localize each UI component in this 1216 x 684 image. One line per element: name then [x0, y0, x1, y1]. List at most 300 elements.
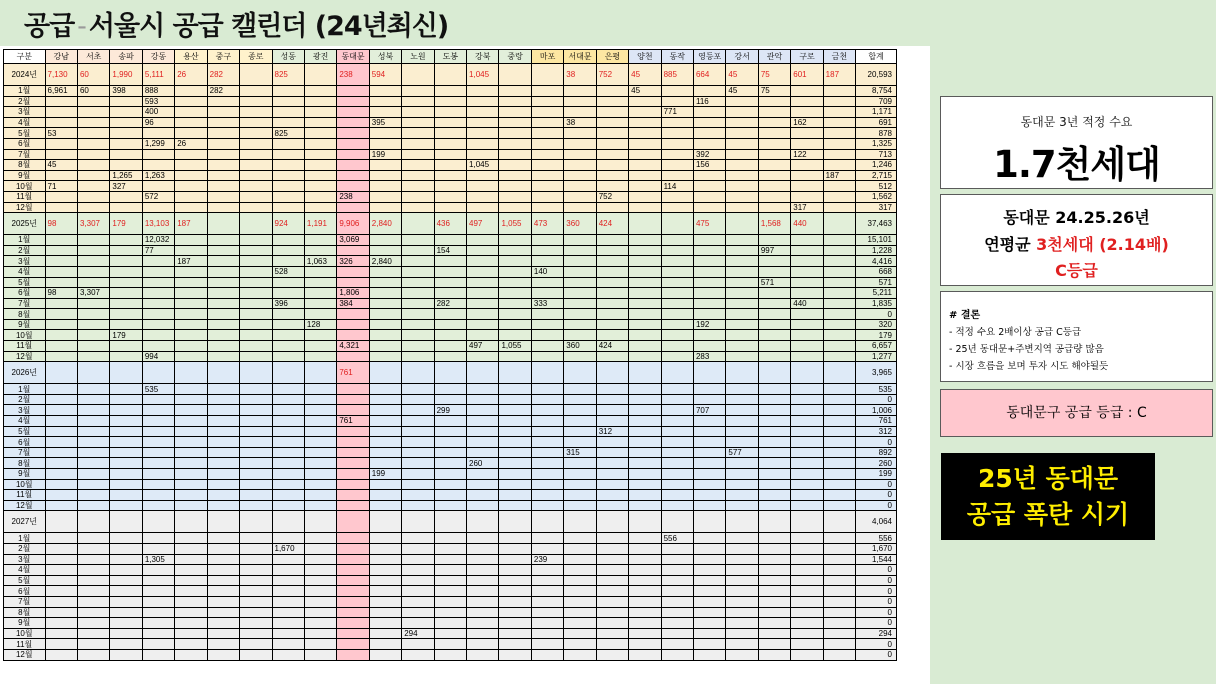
- table-cell: [240, 649, 272, 660]
- table-cell: 239: [531, 554, 563, 565]
- table-cell: [77, 170, 109, 181]
- table-cell: 392: [693, 149, 725, 160]
- table-cell: [823, 149, 855, 160]
- table-cell: [823, 128, 855, 139]
- table-cell: [564, 202, 596, 213]
- table-cell: 1,990: [110, 64, 142, 86]
- table-cell: [402, 458, 434, 469]
- table-cell: [596, 554, 628, 565]
- table-cell: 395: [369, 117, 401, 128]
- table-cell: [45, 649, 77, 660]
- table-cell: [45, 351, 77, 362]
- table-cell: [369, 384, 401, 395]
- table-cell: [45, 245, 77, 256]
- table-cell: [337, 586, 369, 597]
- month-label: 12월: [4, 351, 46, 362]
- table-cell: [434, 543, 466, 554]
- table-cell: [272, 575, 304, 586]
- table-cell: [45, 565, 77, 576]
- table-cell: [531, 628, 563, 639]
- table-cell: [45, 479, 77, 490]
- table-row: [4, 298, 897, 309]
- table-cell: [240, 639, 272, 650]
- table-cell: [304, 469, 336, 480]
- table-cell: [661, 170, 693, 181]
- table-cell: [661, 554, 693, 565]
- table-cell: [402, 86, 434, 97]
- table-cell: 1,055: [499, 213, 531, 235]
- table-cell: 156: [693, 160, 725, 171]
- row-total: 1,325: [856, 138, 897, 149]
- table-cell: [629, 341, 661, 352]
- table-cell: [272, 181, 304, 192]
- table-cell: [240, 500, 272, 511]
- table-cell: [175, 117, 207, 128]
- table-cell: [629, 107, 661, 118]
- table-cell: [629, 160, 661, 171]
- table-cell: 752: [596, 191, 628, 202]
- table-cell: [45, 117, 77, 128]
- table-cell: [531, 586, 563, 597]
- table-cell: [661, 649, 693, 660]
- table-cell: [110, 319, 142, 330]
- table-cell: [402, 596, 434, 607]
- table-cell: [823, 586, 855, 597]
- table-cell: [564, 458, 596, 469]
- table-cell: [434, 426, 466, 437]
- table-cell: [531, 490, 563, 501]
- table-cell: [272, 607, 304, 618]
- table-cell: [142, 298, 174, 309]
- table-cell: [77, 426, 109, 437]
- table-cell: [758, 362, 790, 384]
- table-cell: [758, 554, 790, 565]
- table-cell: [791, 319, 823, 330]
- table-cell: [564, 96, 596, 107]
- row-total: 4,064: [856, 511, 897, 533]
- table-cell: [823, 384, 855, 395]
- table-cell: [693, 181, 725, 192]
- month-label: 7월: [4, 149, 46, 160]
- table-cell: [823, 575, 855, 586]
- table-cell: [596, 202, 628, 213]
- table-cell: [434, 649, 466, 660]
- table-cell: [272, 362, 304, 384]
- table-cell: [726, 639, 758, 650]
- table-cell: [661, 607, 693, 618]
- table-cell: [337, 96, 369, 107]
- table-cell: [369, 426, 401, 437]
- table-cell: [434, 490, 466, 501]
- table-cell: [175, 628, 207, 639]
- table-cell: [240, 416, 272, 427]
- table-cell: [304, 202, 336, 213]
- table-cell: [791, 618, 823, 629]
- table-cell: [629, 266, 661, 277]
- table-cell: [207, 128, 239, 139]
- table-cell: [337, 266, 369, 277]
- table-cell: [596, 309, 628, 320]
- table-cell: [531, 500, 563, 511]
- table-cell: [791, 170, 823, 181]
- table-cell: [596, 458, 628, 469]
- year-label: 2024년: [4, 64, 46, 86]
- table-cell: [661, 266, 693, 277]
- table-cell: [337, 181, 369, 192]
- table-cell: [434, 586, 466, 597]
- table-cell: [758, 607, 790, 618]
- table-cell: [564, 649, 596, 660]
- table-cell: [337, 107, 369, 118]
- table-cell: [207, 160, 239, 171]
- table-cell: [596, 394, 628, 405]
- table-cell: [791, 649, 823, 660]
- table-cell: [531, 596, 563, 607]
- table-row: [4, 405, 897, 416]
- table-cell: [758, 149, 790, 160]
- table-cell: [661, 160, 693, 171]
- table-cell: [629, 618, 661, 629]
- table-cell: 572: [142, 191, 174, 202]
- table-cell: [726, 202, 758, 213]
- table-cell: [823, 138, 855, 149]
- table-cell: [175, 266, 207, 277]
- table-cell: [175, 245, 207, 256]
- table-cell: [434, 565, 466, 576]
- table-cell: [661, 543, 693, 554]
- table-cell: [596, 565, 628, 576]
- month-label: 12월: [4, 202, 46, 213]
- row-total: 4,416: [856, 256, 897, 267]
- table-cell: [467, 351, 499, 362]
- table-cell: [564, 469, 596, 480]
- table-cell: [823, 533, 855, 544]
- table-cell: [467, 138, 499, 149]
- month-label: 5월: [4, 575, 46, 586]
- row-total: 2,715: [856, 170, 897, 181]
- table-cell: [110, 618, 142, 629]
- month-label: 1월: [4, 235, 46, 246]
- table-cell: [564, 351, 596, 362]
- table-cell: [467, 533, 499, 544]
- table-cell: [693, 554, 725, 565]
- table-cell: 187: [175, 256, 207, 267]
- month-label: 10월: [4, 479, 46, 490]
- table-cell: [304, 298, 336, 309]
- table-cell: [77, 117, 109, 128]
- table-cell: [434, 554, 466, 565]
- row-total: 3,965: [856, 362, 897, 384]
- table-cell: 282: [207, 86, 239, 97]
- table-cell: [402, 170, 434, 181]
- table-cell: 96: [142, 117, 174, 128]
- table-cell: [693, 511, 725, 533]
- table-cell: [434, 362, 466, 384]
- table-cell: 384: [337, 298, 369, 309]
- table-cell: [207, 288, 239, 299]
- table-cell: [402, 437, 434, 448]
- table-cell: [791, 288, 823, 299]
- table-cell: [240, 181, 272, 192]
- table-cell: [175, 181, 207, 192]
- table-cell: [434, 437, 466, 448]
- table-cell: [304, 170, 336, 181]
- row-total: 20,593: [856, 64, 897, 86]
- table-cell: [142, 639, 174, 650]
- table-cell: [434, 384, 466, 395]
- table-cell: [240, 437, 272, 448]
- table-cell: [499, 511, 531, 533]
- table-cell: [467, 149, 499, 160]
- table-cell: [564, 511, 596, 533]
- table-cell: [596, 490, 628, 501]
- table-cell: [142, 288, 174, 299]
- table-cell: [434, 596, 466, 607]
- table-cell: 187: [823, 170, 855, 181]
- table-cell: [467, 416, 499, 427]
- table-cell: [272, 149, 304, 160]
- table-cell: [175, 596, 207, 607]
- month-label: 5월: [4, 277, 46, 288]
- table-cell: [531, 533, 563, 544]
- table-cell: [629, 586, 661, 597]
- table-cell: [304, 511, 336, 533]
- table-cell: [304, 416, 336, 427]
- table-cell: [693, 426, 725, 437]
- table-cell: [272, 256, 304, 267]
- table-cell: 398: [110, 86, 142, 97]
- table-cell: [369, 447, 401, 458]
- table-cell: [272, 511, 304, 533]
- table-cell: 1,265: [110, 170, 142, 181]
- row-total: 1,562: [856, 191, 897, 202]
- table-cell: [661, 117, 693, 128]
- table-cell: 400: [142, 107, 174, 118]
- demand-subtitle: 동대문 3년 적정 수요: [1020, 115, 1133, 129]
- table-cell: [629, 298, 661, 309]
- table-cell: [499, 607, 531, 618]
- table-cell: [434, 469, 466, 480]
- month-label: 6월: [4, 586, 46, 597]
- table-cell: [337, 117, 369, 128]
- table-cell: [337, 479, 369, 490]
- table-cell: [434, 319, 466, 330]
- table-cell: [531, 416, 563, 427]
- table-cell: [175, 235, 207, 246]
- table-cell: [661, 245, 693, 256]
- table-cell: [369, 511, 401, 533]
- table-cell: [77, 511, 109, 533]
- table-cell: [369, 319, 401, 330]
- table-cell: [758, 256, 790, 267]
- table-cell: [337, 511, 369, 533]
- table-cell: [402, 490, 434, 501]
- table-cell: [693, 330, 725, 341]
- table-cell: [369, 330, 401, 341]
- table-cell: [272, 330, 304, 341]
- table-cell: [272, 235, 304, 246]
- table-cell: [726, 554, 758, 565]
- table-cell: 556: [661, 533, 693, 544]
- month-label: 12월: [4, 500, 46, 511]
- table-cell: [402, 298, 434, 309]
- table-cell: [499, 416, 531, 427]
- table-cell: [369, 639, 401, 650]
- table-cell: 192: [693, 319, 725, 330]
- table-cell: 601: [791, 64, 823, 86]
- row-total: 1,171: [856, 107, 897, 118]
- table-cell: [304, 64, 336, 86]
- table-cell: [693, 288, 725, 299]
- table-cell: [726, 149, 758, 160]
- table-cell: [77, 533, 109, 544]
- table-cell: [175, 437, 207, 448]
- demand-panel: [940, 96, 1213, 189]
- table-cell: 1,045: [467, 160, 499, 171]
- table-cell: 473: [531, 213, 563, 235]
- table-cell: [272, 565, 304, 576]
- table-cell: [499, 298, 531, 309]
- table-cell: [207, 649, 239, 660]
- table-cell: [304, 533, 336, 544]
- table-cell: [726, 543, 758, 554]
- table-cell: [791, 596, 823, 607]
- table-cell: [596, 500, 628, 511]
- table-cell: [304, 384, 336, 395]
- table-cell: [402, 288, 434, 299]
- table-cell: [402, 128, 434, 139]
- table-cell: [758, 405, 790, 416]
- table-cell: [402, 500, 434, 511]
- table-cell: [369, 277, 401, 288]
- table-cell: [337, 202, 369, 213]
- table-cell: [272, 426, 304, 437]
- table-cell: [661, 586, 693, 597]
- table-cell: [629, 437, 661, 448]
- table-cell: [499, 160, 531, 171]
- table-cell: [304, 117, 336, 128]
- table-cell: [142, 596, 174, 607]
- table-row: [4, 469, 897, 480]
- table-cell: [434, 575, 466, 586]
- table-cell: [629, 149, 661, 160]
- table-cell: [693, 447, 725, 458]
- table-cell: [661, 298, 693, 309]
- table-cell: [596, 469, 628, 480]
- table-cell: [823, 405, 855, 416]
- table-cell: [758, 500, 790, 511]
- table-cell: [661, 500, 693, 511]
- table-row: [4, 649, 897, 660]
- table-cell: [110, 416, 142, 427]
- table-cell: [110, 649, 142, 660]
- table-cell: [564, 437, 596, 448]
- table-cell: [369, 288, 401, 299]
- table-cell: [661, 575, 693, 586]
- table-cell: [45, 511, 77, 533]
- table-cell: [402, 405, 434, 416]
- table-cell: [45, 309, 77, 320]
- table-cell: [564, 405, 596, 416]
- table-cell: [142, 533, 174, 544]
- table-cell: [272, 160, 304, 171]
- table-cell: [564, 426, 596, 437]
- table-cell: [175, 362, 207, 384]
- table-cell: [629, 170, 661, 181]
- year-label: 2026년: [4, 362, 46, 384]
- table-cell: [467, 128, 499, 139]
- table-cell: [434, 394, 466, 405]
- table-cell: [596, 437, 628, 448]
- table-cell: [758, 618, 790, 629]
- table-cell: [564, 586, 596, 597]
- table-cell: [77, 607, 109, 618]
- table-cell: [207, 330, 239, 341]
- table-cell: 13,103: [142, 213, 174, 235]
- table-cell: [564, 479, 596, 490]
- table-cell: [629, 213, 661, 235]
- table-cell: 1,055: [499, 341, 531, 352]
- table-cell: [758, 170, 790, 181]
- table-cell: [45, 575, 77, 586]
- table-cell: 707: [693, 405, 725, 416]
- table-cell: [337, 128, 369, 139]
- table-cell: [564, 575, 596, 586]
- table-cell: 283: [693, 351, 725, 362]
- table-cell: [240, 117, 272, 128]
- table-cell: [207, 191, 239, 202]
- table-cell: [272, 437, 304, 448]
- table-cell: [142, 490, 174, 501]
- table-cell: [791, 479, 823, 490]
- table-cell: [175, 607, 207, 618]
- table-cell: [791, 543, 823, 554]
- table-cell: [142, 426, 174, 437]
- month-label: 1월: [4, 86, 46, 97]
- table-cell: [175, 405, 207, 416]
- table-cell: [531, 469, 563, 480]
- table-cell: [402, 330, 434, 341]
- table-cell: [791, 181, 823, 192]
- table-cell: [531, 96, 563, 107]
- table-cell: [434, 500, 466, 511]
- table-cell: [434, 96, 466, 107]
- table-cell: 26: [175, 138, 207, 149]
- table-cell: [791, 565, 823, 576]
- table-cell: [499, 565, 531, 576]
- table-cell: [693, 416, 725, 427]
- table-row: [4, 138, 897, 149]
- table-cell: 38: [564, 64, 596, 86]
- table-cell: [272, 191, 304, 202]
- table-cell: [758, 458, 790, 469]
- table-cell: 752: [596, 64, 628, 86]
- month-label: 8월: [4, 458, 46, 469]
- table-cell: [564, 160, 596, 171]
- table-cell: [531, 543, 563, 554]
- table-cell: 994: [142, 351, 174, 362]
- header-district: 양천: [629, 50, 661, 64]
- table-cell: [758, 319, 790, 330]
- table-cell: 1,305: [142, 554, 174, 565]
- table-cell: [175, 416, 207, 427]
- table-cell: [77, 554, 109, 565]
- table-cell: [758, 191, 790, 202]
- table-cell: [791, 607, 823, 618]
- table-cell: [45, 628, 77, 639]
- table-cell: [207, 235, 239, 246]
- table-cell: 238: [337, 64, 369, 86]
